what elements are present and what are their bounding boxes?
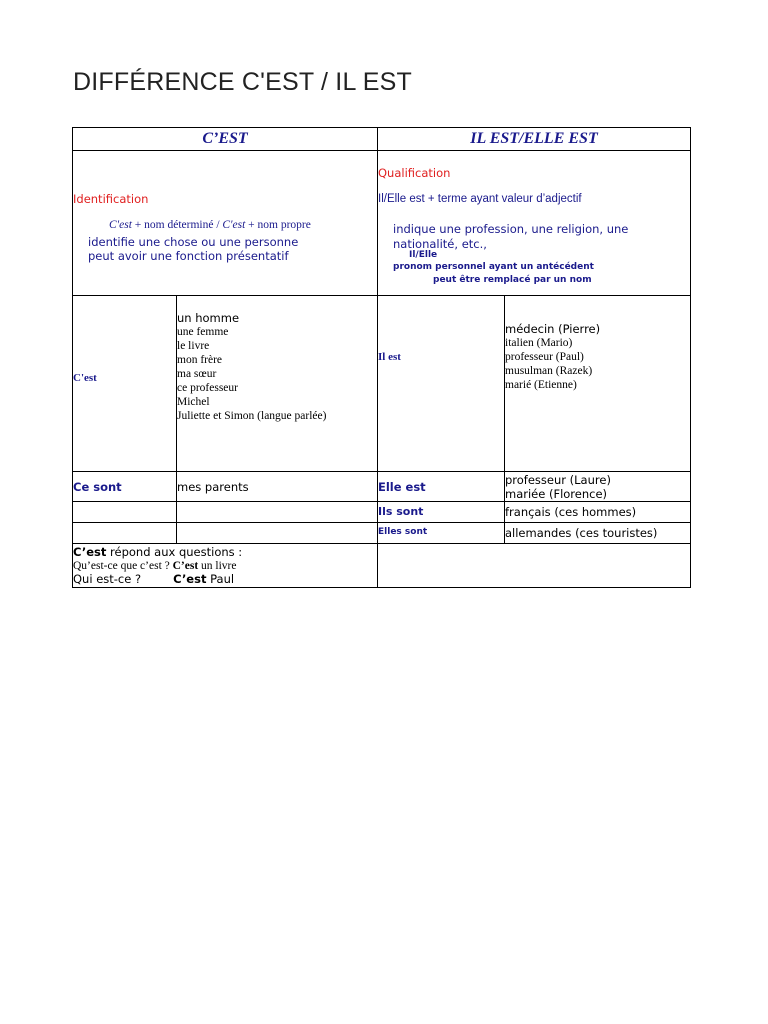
qualification-line2: indique une profession, une religion, une bbox=[393, 222, 629, 236]
header-row bbox=[73, 128, 691, 151]
identification-line2: peut avoir une fonction présentatif bbox=[88, 249, 289, 263]
qualification-line3: nationalité, etc., bbox=[393, 237, 487, 251]
questions-line2: Qu’est-ce que c’est ? C’est un livre bbox=[73, 560, 237, 572]
formula-nom-determine: + nom déterminé / bbox=[134, 219, 220, 231]
header-il-est: IL EST/ELLE EST bbox=[378, 128, 691, 151]
cest-items-cell bbox=[177, 296, 378, 472]
list-item: mon frère bbox=[177, 354, 223, 366]
formula-nom-propre: + nom propre bbox=[248, 219, 311, 231]
cest-label-cell bbox=[73, 296, 177, 472]
qualification-label: Qualification bbox=[378, 166, 451, 180]
questions-cell bbox=[73, 544, 378, 588]
list-item: ce professeur bbox=[177, 382, 238, 394]
formula-cest-a: C'est bbox=[109, 219, 132, 231]
ellessont-label: Elles sont bbox=[378, 527, 428, 537]
identification-line1: identifie une chose ou une personne bbox=[88, 235, 299, 249]
identification-cell bbox=[73, 151, 378, 296]
ilest-items-cell bbox=[505, 296, 691, 472]
comparison-table bbox=[72, 127, 691, 588]
questions-line1: C’est répond aux questions : bbox=[73, 545, 243, 559]
ilssont-label: Ils sont bbox=[378, 505, 424, 518]
header-cest: C’EST bbox=[73, 128, 378, 151]
table-row bbox=[73, 472, 691, 502]
elleest-value: professeur (Laure) bbox=[505, 473, 611, 487]
qualification-line5: pronom personnel ayant un antécédent bbox=[393, 262, 594, 272]
list-item: ma sœur bbox=[177, 368, 217, 380]
qualification-line6: peut être remplacé par un nom bbox=[433, 275, 592, 285]
examples-row bbox=[73, 296, 691, 472]
qualification-line4: Il/Elle bbox=[409, 250, 438, 260]
footer-row bbox=[73, 544, 691, 588]
list-item: italien (Mario) bbox=[505, 337, 573, 349]
list-item: marié (Etienne) bbox=[505, 379, 577, 391]
list-item: musulman (Razek) bbox=[505, 365, 593, 377]
cesont-label: Ce sont bbox=[73, 480, 122, 494]
list-item: un homme bbox=[177, 311, 240, 325]
qualification-line1: Il/Elle est + terme ayant valeur d’adjectif bbox=[378, 193, 582, 205]
cest-formula bbox=[109, 219, 311, 231]
qualification-cell bbox=[378, 151, 691, 296]
list-item: professeur (Paul) bbox=[505, 351, 584, 363]
list-item: Michel bbox=[177, 396, 210, 408]
list-item: une femme bbox=[177, 326, 229, 338]
list-item: le livre bbox=[177, 340, 210, 352]
elleest-label: Elle est bbox=[378, 480, 426, 494]
table-row bbox=[73, 523, 691, 544]
ellessont-value: allemandes (ces touristes) bbox=[505, 526, 658, 540]
page-title: DIFFÉRENCE C'EST / IL EST bbox=[73, 68, 412, 96]
list-item: médecin (Pierre) bbox=[505, 322, 601, 336]
cesont-value: mes parents bbox=[177, 480, 249, 494]
cest-row-label: C'est bbox=[73, 372, 97, 384]
table-row bbox=[73, 502, 691, 523]
ilest-row-label: Il est bbox=[378, 351, 401, 363]
ilest-label-cell bbox=[378, 296, 505, 472]
description-row bbox=[73, 151, 691, 296]
ilssont-value: français (ces hommes) bbox=[505, 505, 637, 519]
identification-label: Identification bbox=[73, 192, 149, 206]
list-item: Juliette et Simon (langue parlée) bbox=[177, 410, 327, 422]
elleest-value: mariée (Florence) bbox=[505, 487, 608, 501]
questions-line3: Qui est-ce ? C’est Paul bbox=[73, 572, 235, 586]
empty-cell bbox=[378, 544, 691, 588]
formula-cest-b: C'est bbox=[222, 219, 246, 231]
